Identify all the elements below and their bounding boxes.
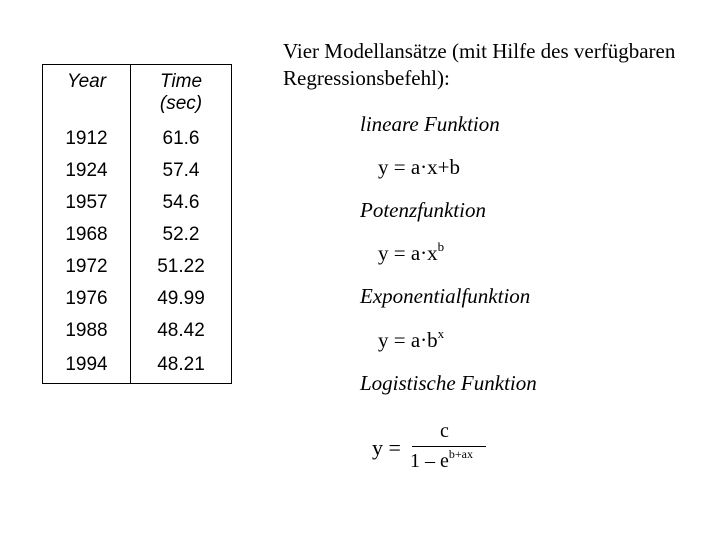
- formula-linear: y = a·x+b: [378, 155, 461, 179]
- intro-text: Vier Modellansätze (mit Hilfe des verfügbaren Regressionsbefehl):: [283, 39, 676, 90]
- year-cell: 1994: [43, 347, 131, 384]
- model-heading-power: Potenzfunktion: [360, 198, 486, 222]
- year-header: Year: [43, 65, 131, 124]
- formula-exponential: [378, 328, 444, 353]
- table-row: [43, 123, 232, 155]
- formula-power-exponent: b: [437, 239, 445, 254]
- formula-power: [378, 241, 444, 266]
- year-cell: 1972: [43, 251, 131, 283]
- data-table: [42, 64, 232, 384]
- time-cell: 54.6: [131, 187, 232, 219]
- table-header-row: [43, 65, 232, 124]
- time-cell: 51.22: [131, 251, 232, 283]
- table-row: [43, 251, 232, 283]
- year-cell: 1957: [43, 187, 131, 219]
- table-row: [43, 283, 232, 315]
- table-row: [43, 219, 232, 251]
- model-heading-linear: lineare Funktion: [360, 112, 500, 136]
- year-cell: 1924: [43, 155, 131, 187]
- time-cell: 52.2: [131, 219, 232, 251]
- year-cell: 1968: [43, 219, 131, 251]
- year-cell: 1988: [43, 315, 131, 347]
- formula-exponential-exponent: x: [437, 326, 445, 341]
- time-header-line1: Time: [159, 71, 203, 92]
- table-row: [43, 315, 232, 347]
- model-heading-logistic: Logistische Funktion: [360, 371, 537, 395]
- table-row: [43, 155, 232, 187]
- formula-power-base: y = a·x: [378, 241, 438, 265]
- time-cell: 57.4: [131, 155, 232, 187]
- formula-logistic-lhs: y =: [372, 435, 401, 460]
- table-row: [43, 347, 232, 384]
- formula-logistic-denominator-base: 1 – e: [410, 450, 449, 472]
- formula-logistic-denominator-exponent: b+ax: [448, 447, 473, 461]
- time-cell: 48.42: [131, 315, 232, 347]
- formula-logistic-denominator: [410, 447, 473, 473]
- formula-exponential-base: y = a·b: [378, 328, 438, 352]
- year-cell: 1976: [43, 283, 131, 315]
- formula-logistic-numerator: c: [440, 420, 449, 442]
- model-heading-exponential: Exponentialfunktion: [360, 284, 531, 308]
- time-cell: 48.21: [131, 347, 232, 384]
- time-header: [131, 65, 232, 124]
- formula-logistic: [372, 420, 502, 480]
- time-header-line2: (sec): [159, 93, 203, 114]
- table-row: [43, 187, 232, 219]
- time-cell: 49.99: [131, 283, 232, 315]
- time-cell: 61.6: [131, 123, 232, 155]
- year-cell: 1912: [43, 123, 131, 155]
